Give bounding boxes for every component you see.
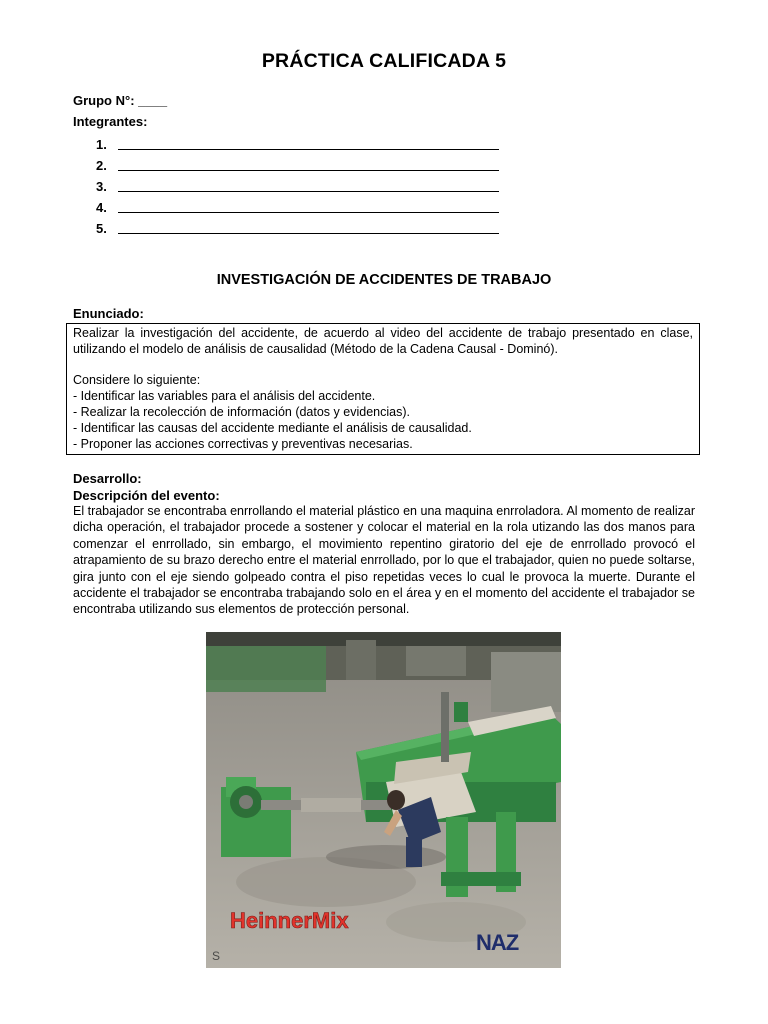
member-number: 2. (96, 158, 107, 173)
accident-photo (206, 632, 561, 968)
desarrollo-label: Desarrollo: (73, 471, 142, 486)
member-line (96, 158, 499, 173)
member-blank-line (118, 200, 499, 213)
member-number: 3. (96, 179, 107, 194)
consider-item: - Identificar las causas del accidente mediante el análisis de causalidad. (73, 420, 472, 435)
corner-mark: S (212, 949, 221, 963)
member-blank-line (118, 221, 499, 234)
members-label: Integrantes: (73, 114, 148, 129)
desarrollo-heading (73, 471, 220, 504)
group-number-field (73, 93, 167, 108)
member-blank-line (118, 179, 499, 192)
member-line (96, 221, 499, 236)
consider-item: - Identificar las variables para el análisis del accidente. (73, 389, 376, 404)
accident-scene-illustration (206, 632, 561, 968)
group-label: Grupo N°: (73, 93, 135, 108)
page-title: PRÁCTICA CALIFICADA 5 (261, 50, 507, 72)
member-blank-line (118, 137, 499, 150)
group-blank: ____ (138, 93, 168, 108)
member-number: 1. (96, 137, 107, 152)
consider-item: - Realizar la recolección de información (datos y evidencias). (73, 404, 410, 419)
section-title: INVESTIGACIÓN DE ACCIDENTES DE TRABAJO (216, 272, 552, 288)
member-number: 5. (96, 221, 107, 236)
event-description-text: El trabajador se encontraba enrrollando el material plástico en una maquina enrroladora. Al momento de realizar dicha operación, el trabajador procede a sostener y colocar el material en la rola utizando las dos manos para comenzar el enrrollado, sin embargo, el movimiento repentino giratorio del eje de enrrollado provocó el atrapamiento de su brazo derecho entre el material enrrollado, por lo que el trabajador, quien no puede soltarse, gira junto con el eje siendo golpeado contra el piso repetidas veces lo cual le provoca la muerte. Durante el accidente el trabajador se encontraba trabajando solo en el área y en el momento del accidente el trabajador se encontraba utilizando sus elementos de protección personal. (73, 504, 695, 617)
consider-item: - Proponer las acciones correctivas y preventivas necesarias. (73, 436, 413, 451)
enunciado-intro: Realizar la investigación del accidente, de acuerdo al video del accidente de trabajo presentado en clase, utilizando el modelo de análisis de causalidad (Método de la Cadena Causal - Dominó). (73, 326, 693, 356)
member-line (96, 179, 499, 194)
watermark-heinnermix: HeinnerMix (230, 908, 349, 933)
enunciado-label: Enunciado: (73, 306, 144, 321)
enunciado-box (66, 323, 700, 455)
paragraph-gap (73, 358, 693, 374)
event-description-label: Descripción del evento: (73, 487, 220, 503)
member-number: 4. (96, 200, 107, 215)
naz-logo: NAZ (476, 930, 519, 955)
consider-label: Considere lo siguiente: (73, 373, 201, 388)
member-line (96, 137, 499, 152)
member-line (96, 200, 499, 215)
member-blank-line (118, 158, 499, 171)
